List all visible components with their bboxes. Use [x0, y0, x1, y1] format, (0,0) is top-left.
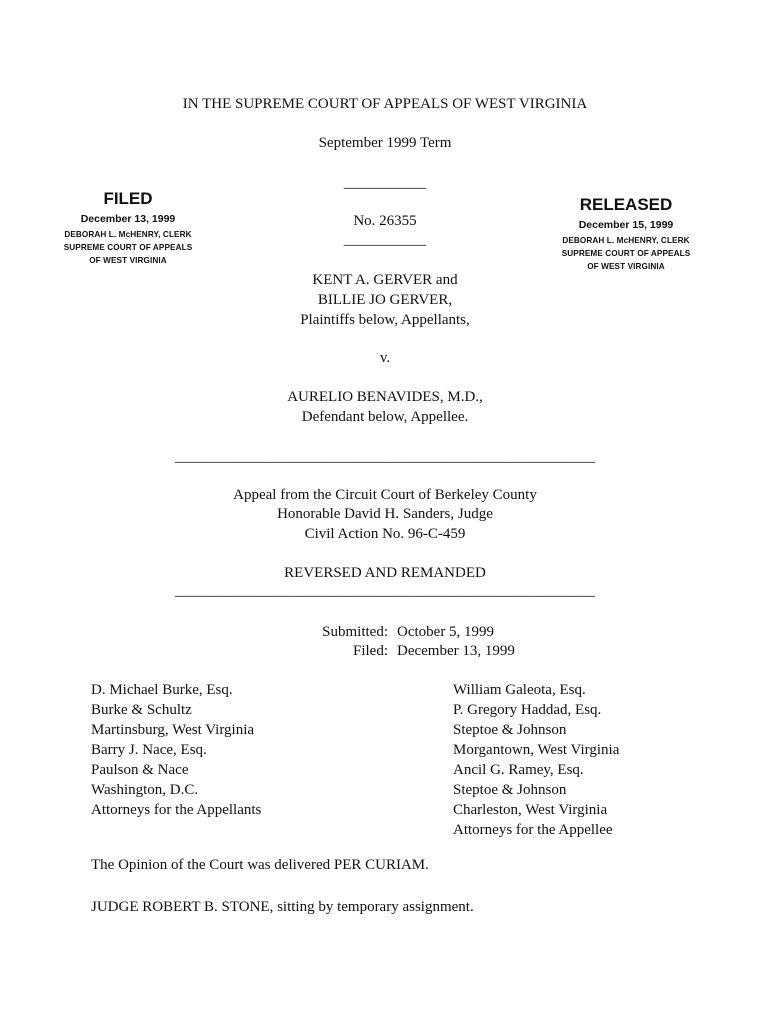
plaintiff-line1: KENT A. GERVER and: [312, 272, 458, 288]
separator-long-2: ________________________________________________________: [175, 583, 595, 599]
case-number: No. 26355: [353, 213, 417, 229]
separator-long-1: ________________________________________________________: [175, 449, 595, 465]
appeal-line3: Civil Action No. 96-C-459: [304, 526, 466, 542]
appeal-line1: Appeal from the Circuit Court of Berkeley County: [233, 487, 537, 503]
judge-note: JUDGE ROBERT B. STONE, sitting by temporary assignment.: [91, 899, 474, 915]
appellant-counsel-line: Burke & Schultz: [91, 702, 192, 718]
appellant-counsel-line: Washington, D.C.: [91, 782, 199, 798]
appellant-counsel-line: D. Michael Burke, Esq.: [91, 682, 233, 698]
submitted-label: Submitted:: [322, 624, 388, 640]
filed-date: December 13, 1999: [80, 213, 176, 225]
plaintiff-role: Plaintiffs below, Appellants,: [300, 312, 470, 328]
filed-clerk: DEBORAH L. McHENRY, CLERK: [64, 230, 192, 239]
appellee-counsel-line: Attorneys for the Appellee: [453, 822, 613, 838]
appellee-counsel-block: [453, 680, 619, 840]
appellee-counsel-line: Ancil G. Ramey, Esq.: [453, 762, 584, 778]
filed-label: FILED: [103, 189, 153, 208]
term-line: September 1999 Term: [318, 135, 452, 151]
filed-stamp: [50, 189, 206, 267]
appellant-counsel-line: Paulson & Nace: [91, 762, 189, 778]
released-court-line1: SUPREME COURT OF APPEALS: [561, 249, 691, 258]
plaintiff-line2: BILLIE JO GERVER,: [317, 292, 453, 308]
filed-court-line1: SUPREME COURT OF APPEALS: [63, 243, 193, 252]
appellee-counsel-line: William Galeota, Esq.: [453, 682, 586, 698]
released-stamp: [548, 195, 704, 273]
appellee-counsel-line: Charleston, West Virginia: [453, 802, 608, 818]
appellant-counsel-line: Attorneys for the Appellants: [91, 802, 262, 818]
submitted-value: October 5, 1999: [397, 624, 495, 640]
released-label: RELEASED: [579, 195, 673, 214]
court-title: IN THE SUPREME COURT OF APPEALS OF WEST VIRGINIA: [182, 96, 588, 112]
appellee-counsel-line: P. Gregory Haddad, Esq.: [453, 702, 602, 718]
defendant-line1: AURELIO BENAVIDES, M.D.,: [287, 389, 483, 405]
opinion-note: The Opinion of the Court was delivered PER CURIAM.: [91, 857, 429, 873]
separator-case: ___________: [343, 232, 427, 248]
appellee-counsel-line: Morgantown, West Virginia: [453, 742, 620, 758]
disposition: REVERSED AND REMANDED: [284, 565, 486, 581]
appellee-counsel-line: Steptoe & Johnson: [453, 782, 567, 798]
released-court-line2: OF WEST VIRGINIA: [587, 262, 665, 271]
appellee-counsel-line: Steptoe & Johnson: [453, 722, 567, 738]
filed-value: December 13, 1999: [397, 643, 515, 659]
versus: v.: [379, 350, 391, 366]
released-clerk: DEBORAH L. McHENRY, CLERK: [562, 236, 690, 245]
filed-label-line: Filed:: [352, 643, 388, 659]
appellant-counsel-line: Martinsburg, West Virginia: [91, 722, 255, 738]
defendant-role: Defendant below, Appellee.: [301, 409, 469, 425]
released-date: December 15, 1999: [578, 219, 674, 231]
filed-court-line2: OF WEST VIRGINIA: [89, 256, 167, 265]
appellant-counsel-line: Barry J. Nace, Esq.: [91, 742, 207, 758]
appeal-line2: Honorable David H. Sanders, Judge: [277, 506, 493, 522]
separator-top: ___________: [343, 175, 427, 191]
appellant-counsel-block: [91, 680, 261, 820]
